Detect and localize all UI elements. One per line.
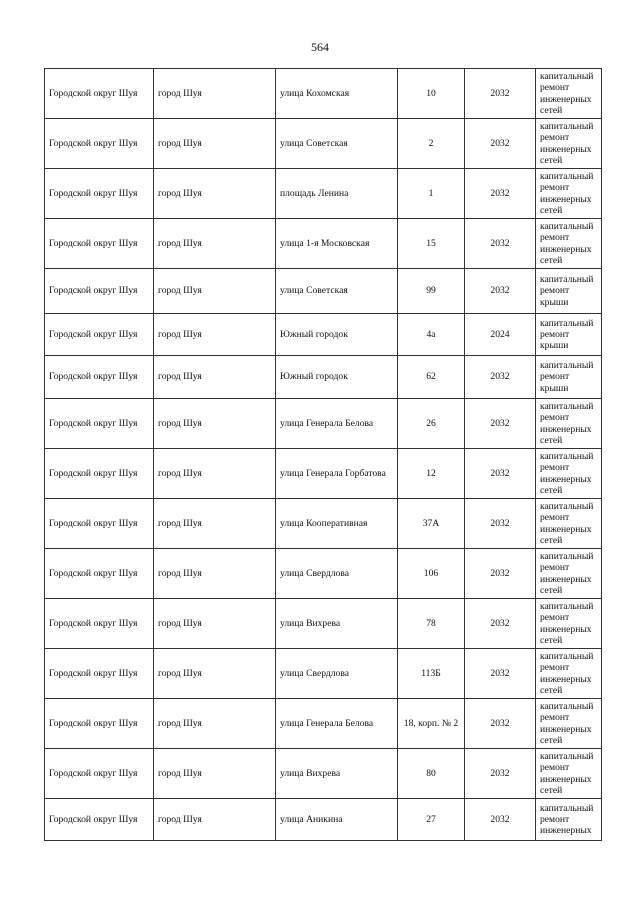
house-text: 99 [426,285,436,297]
street-cell [276,219,398,269]
district-cell [45,219,154,269]
city-cell [154,599,276,649]
city-cell [154,699,276,749]
work-text: капитальный ремонт инженерных сетей [540,551,594,596]
year-cell [465,449,536,499]
house-cell [398,699,465,749]
street-cell [276,119,398,169]
street-text: улица Советская [280,137,348,149]
year-text: 2032 [490,417,510,429]
district-text: Городской округ Шуя [49,187,138,199]
city-text: город Шуя [158,667,202,679]
work-cell [536,269,602,314]
work-text: капитальный ремонт инженерных сетей [540,121,594,166]
city-text: город Шуя [158,767,202,779]
district-cell [45,799,154,841]
house-cell [398,69,465,119]
year-text: 2032 [490,137,510,149]
work-cell [536,314,602,356]
year-cell [465,119,536,169]
district-text: Городской округ Шуя [49,417,138,429]
table-row [45,799,602,841]
house-text: 2 [428,137,434,149]
street-cell [276,169,398,219]
district-text: Городской округ Шуя [49,371,138,383]
year-text: 2032 [490,87,510,99]
district-text: Городской округ Шуя [49,767,138,779]
house-cell [398,314,465,356]
year-text: 2032 [490,567,510,579]
work-text: капитальный ремонт крыши [540,274,594,308]
street-text: Южный городок [280,371,348,383]
year-cell [465,356,536,399]
district-text: Городской округ Шуя [49,87,138,99]
district-text: Городской округ Шуя [49,567,138,579]
house-cell [398,749,465,799]
year-cell [465,219,536,269]
street-text: площадь Ленина [280,187,349,199]
city-cell [154,399,276,449]
table-row [45,649,602,699]
street-cell [276,269,398,314]
table-row [45,269,602,314]
year-cell [465,499,536,549]
street-cell [276,69,398,119]
city-text: город Шуя [158,617,202,629]
year-text: 2032 [490,517,510,529]
street-cell [276,314,398,356]
table-row [45,119,602,169]
table-row [45,749,602,799]
house-text: 1 [428,187,434,199]
year-text: 2032 [490,285,510,297]
city-text: город Шуя [158,717,202,729]
city-cell [154,449,276,499]
year-cell [465,649,536,699]
work-cell [536,399,602,449]
street-text: улица Вихрева [280,767,341,779]
table-row [45,549,602,599]
work-text: капитальный ремонт инженерных сетей [540,221,594,266]
house-text: 26 [426,417,436,429]
house-text: 78 [426,617,436,629]
street-text: улица Аникина [280,813,343,825]
district-cell [45,749,154,799]
work-cell [536,356,602,399]
work-text: капитальный ремонт инженерных сетей [540,451,594,496]
work-text: капитальный ремонт инженерных сетей [540,71,594,116]
district-text: Городской округ Шуя [49,813,138,825]
city-cell [154,356,276,399]
city-cell [154,119,276,169]
district-cell [45,649,154,699]
street-text: улица Свердлова [280,667,350,679]
work-cell [536,219,602,269]
district-text: Городской округ Шуя [49,617,138,629]
year-text: 2032 [490,237,510,249]
district-cell [45,119,154,169]
district-cell [45,169,154,219]
city-cell [154,219,276,269]
house-cell [398,499,465,549]
city-cell [154,269,276,314]
table-row [45,399,602,449]
house-cell [398,219,465,269]
house-cell [398,269,465,314]
district-cell [45,314,154,356]
repair-schedule-table [44,68,602,841]
work-text: капитальный ремонт крыши [540,360,594,394]
district-text: Городской округ Шуя [49,285,138,297]
house-text: 4а [426,328,436,340]
house-cell [398,119,465,169]
house-cell [398,449,465,499]
table-row [45,449,602,499]
street-cell [276,649,398,699]
street-cell [276,599,398,649]
year-text: 2032 [490,813,510,825]
district-cell [45,356,154,399]
district-cell [45,499,154,549]
house-text: 106 [423,567,439,579]
house-cell [398,799,465,841]
city-text: город Шуя [158,567,202,579]
work-cell [536,499,602,549]
year-text: 2032 [490,667,510,679]
city-text: город Шуя [158,237,202,249]
house-text: 12 [426,467,436,479]
house-cell [398,599,465,649]
year-text: 2024 [490,328,510,340]
table-row [45,599,602,649]
street-cell [276,549,398,599]
house-cell [398,649,465,699]
work-cell [536,649,602,699]
street-text: улица Генерала Горбатова [280,467,386,479]
district-text: Городской округ Шуя [49,717,138,729]
year-cell [465,314,536,356]
street-text: улица Кохомская [280,87,350,99]
work-cell [536,699,602,749]
work-cell [536,69,602,119]
year-cell [465,69,536,119]
year-cell [465,399,536,449]
street-text: улица Советская [280,285,348,297]
district-text: Городской округ Шуя [49,467,138,479]
district-cell [45,269,154,314]
table-row [45,356,602,399]
district-text: Городской округ Шуя [49,667,138,679]
district-text: Городской округ Шуя [49,237,138,249]
city-cell [154,649,276,699]
city-text: город Шуя [158,285,202,297]
year-text: 2032 [490,767,510,779]
year-cell [465,269,536,314]
house-text: 37А [422,517,440,529]
work-text: капитальный ремонт инженерных сетей [540,751,594,796]
year-cell [465,169,536,219]
city-text: город Шуя [158,328,202,340]
year-text: 2032 [490,617,510,629]
house-text: 10 [426,87,436,99]
street-cell [276,499,398,549]
street-cell [276,449,398,499]
house-text: 18, корп. № 2 [403,717,459,729]
city-text: город Шуя [158,813,202,825]
year-cell [465,699,536,749]
city-text: город Шуя [158,517,202,529]
city-text: город Шуя [158,87,202,99]
work-cell [536,799,602,841]
house-cell [398,356,465,399]
house-cell [398,399,465,449]
work-text: капитальный ремонт инженерных [540,802,594,837]
street-cell [276,799,398,841]
house-text: 27 [426,813,436,825]
city-cell [154,69,276,119]
work-text: капитальный ремонт инженерных сетей [540,171,594,216]
street-cell [276,699,398,749]
work-text: капитальный ремонт инженерных сетей [540,701,594,746]
city-text: город Шуя [158,417,202,429]
work-text: капитальный ремонт инженерных сетей [540,401,594,446]
work-cell [536,449,602,499]
city-cell [154,749,276,799]
house-text: 15 [426,237,436,249]
house-cell [398,549,465,599]
table-row [45,169,602,219]
house-text: 113Б [421,667,441,679]
house-text: 80 [426,767,436,779]
district-text: Городской округ Шуя [49,137,138,149]
table-row [45,699,602,749]
table-row [45,219,602,269]
district-text: Городской округ Шуя [49,328,138,340]
street-text: Южный городок [280,328,348,340]
table-row [45,499,602,549]
street-text: улица Генерала Белова [280,417,374,429]
district-cell [45,599,154,649]
table-row [45,69,602,119]
street-text: улица Свердлова [280,567,350,579]
work-text: капитальный ремонт инженерных сетей [540,601,594,646]
work-cell [536,749,602,799]
street-text: улица Кооперативная [280,517,368,529]
city-cell [154,499,276,549]
work-text: капитальный ремонт крыши [540,317,594,352]
house-text: 62 [426,371,436,383]
city-cell [154,314,276,356]
street-cell [276,356,398,399]
work-text: капитальный ремонт инженерных сетей [540,501,594,546]
street-text: улица Генерала Белова [280,717,374,729]
year-text: 2032 [490,467,510,479]
city-text: город Шуя [158,371,202,383]
page-number: 564 [311,40,329,54]
house-cell [398,169,465,219]
street-cell [276,399,398,449]
work-text: капитальный ремонт инженерных сетей [540,651,594,696]
year-text: 2032 [490,717,510,729]
street-text: улица 1-я Московская [280,237,370,249]
street-cell [276,749,398,799]
district-cell [45,699,154,749]
city-cell [154,799,276,841]
city-text: город Шуя [158,187,202,199]
year-cell [465,799,536,841]
work-cell [536,599,602,649]
year-text: 2032 [490,371,510,383]
table-row [45,314,602,356]
city-text: город Шуя [158,137,202,149]
year-cell [465,749,536,799]
district-text: Городской округ Шуя [49,517,138,529]
city-cell [154,169,276,219]
city-text: город Шуя [158,467,202,479]
year-text: 2032 [490,187,510,199]
district-cell [45,399,154,449]
district-cell [45,69,154,119]
year-cell [465,549,536,599]
city-cell [154,549,276,599]
district-cell [45,449,154,499]
work-cell [536,119,602,169]
work-cell [536,169,602,219]
street-text: улица Вихрева [280,617,341,629]
district-cell [45,549,154,599]
work-cell [536,549,602,599]
year-cell [465,599,536,649]
